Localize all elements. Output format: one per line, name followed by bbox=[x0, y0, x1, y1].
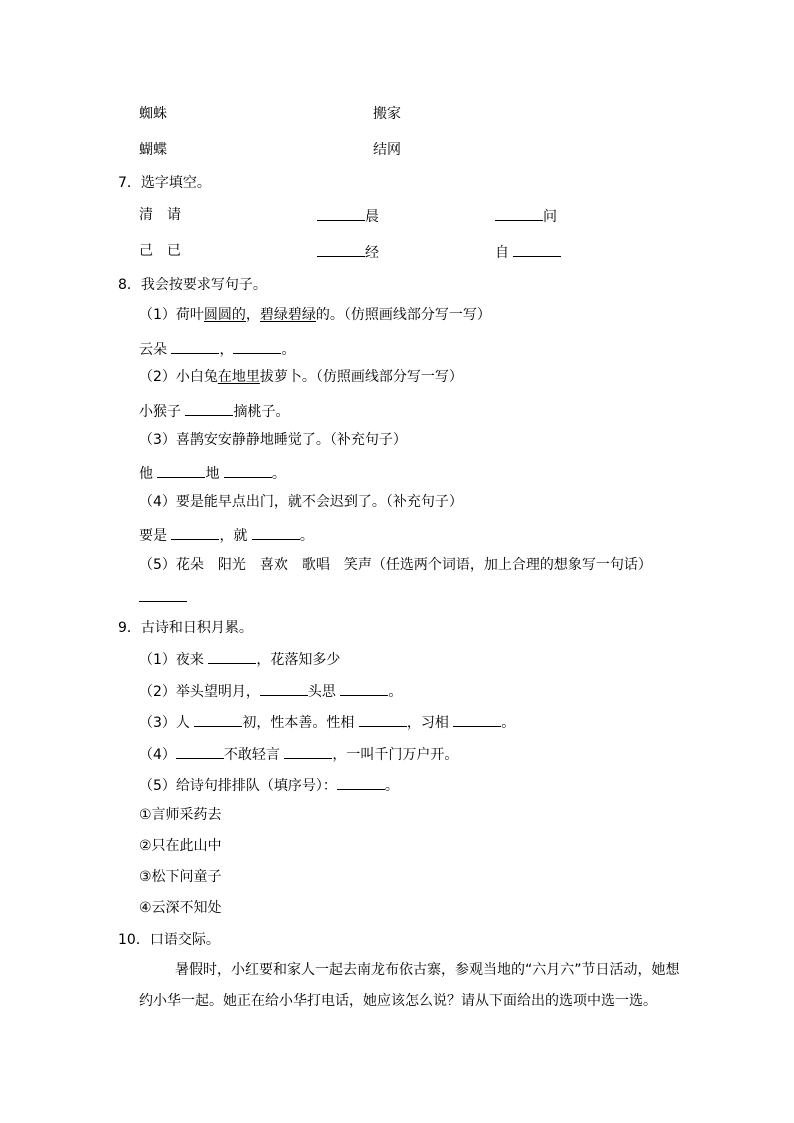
answer-blank[interactable] bbox=[233, 340, 281, 354]
q8-sentence-3: （3）喜鹊安安静静地睡觉了。（补充句子） bbox=[139, 432, 407, 448]
answer-blank[interactable] bbox=[260, 682, 308, 696]
answer-blank[interactable] bbox=[317, 243, 365, 257]
q9-title: 9．古诗和日积月累。 bbox=[118, 620, 253, 636]
q9-poem-1: （1）夜来 ，花落知多少 bbox=[139, 652, 341, 668]
q9-option-2: ②只在此山中 bbox=[139, 838, 222, 854]
q8-answer-5 bbox=[139, 588, 187, 606]
q8-sentence-4: （4）要是能早点出门，就不会迟到了。（补充句子） bbox=[139, 494, 463, 510]
q9-poem-3: （3）人 初，性本善。性相 ，习相 。 bbox=[139, 715, 516, 731]
q8-answer-1: 云朵 ， 。 bbox=[139, 342, 296, 358]
answer-blank[interactable] bbox=[224, 464, 272, 478]
match-left-2: 蝴蝶 bbox=[139, 142, 167, 158]
answer-blank[interactable] bbox=[453, 713, 501, 727]
answer-blank[interactable] bbox=[185, 402, 233, 416]
q8-answer-4: 要是 ，就 。 bbox=[139, 528, 314, 544]
answer-blank[interactable] bbox=[157, 464, 205, 478]
q9-poem-2: （2）举头望明月， 头思 。 bbox=[139, 684, 403, 700]
q9-option-3: ③松下问童子 bbox=[139, 869, 222, 885]
q7-row2-chars: 己 已 bbox=[139, 243, 181, 259]
q9-option-1: ①言师采药去 bbox=[139, 807, 222, 823]
q7-row2-item1: 经 bbox=[317, 243, 379, 261]
answer-blank[interactable] bbox=[208, 650, 256, 664]
match-right-1: 搬家 bbox=[373, 106, 401, 122]
q10-title: 10．口语交际。 bbox=[118, 932, 220, 948]
answer-blank[interactable] bbox=[495, 207, 543, 221]
q9-poem-4: （4） 不敢轻言 ，一叫千门万户开。 bbox=[139, 747, 459, 763]
answer-blank[interactable] bbox=[337, 776, 385, 790]
q8-sentence-5: （5）花朵 阳光 喜欢 歌唱 笑声（任选两个词语，加上合理的想象写一句话） bbox=[139, 557, 652, 573]
answer-blank[interactable] bbox=[171, 526, 219, 540]
q9-option-4: ④云深不知处 bbox=[139, 900, 222, 916]
answer-blank[interactable] bbox=[176, 745, 224, 759]
answer-blank[interactable] bbox=[194, 713, 242, 727]
q8-title: 8．我会按要求写句子。 bbox=[118, 277, 267, 293]
q8-sentence-1: （1）荷叶圆圆的，碧绿碧绿的。（仿照画线部分写一写） bbox=[139, 307, 491, 323]
q7-row1-item1: 晨 bbox=[317, 207, 379, 225]
answer-blank[interactable] bbox=[317, 207, 365, 221]
answer-blank[interactable] bbox=[252, 526, 300, 540]
q7-row1-item2: 问 bbox=[495, 207, 557, 225]
q10-paragraph: 暑假时，小红要和家人一起去南龙布依古寨，参观当地的“六月六”节日活动，她想约小华一起。她正在给小华打电话，她应该怎么说？请从下面给出的选项中选一选。 bbox=[139, 962, 680, 1009]
match-left-1: 蜘蛛 bbox=[139, 106, 167, 122]
q7-title: 7．选字填空。 bbox=[118, 175, 211, 191]
q8-sentence-2: （2）小白兔在地里拔萝卜。（仿照画线部分写一写） bbox=[139, 369, 463, 385]
answer-blank[interactable] bbox=[513, 243, 561, 257]
answer-blank[interactable] bbox=[340, 682, 388, 696]
answer-blank[interactable] bbox=[284, 745, 332, 759]
q8-answer-2: 小猴子 摘桃子。 bbox=[139, 404, 290, 420]
answer-blank[interactable] bbox=[139, 588, 187, 602]
answer-blank[interactable] bbox=[359, 713, 407, 727]
match-right-2: 结网 bbox=[373, 142, 401, 158]
q7-row2-item2: 自 bbox=[495, 243, 561, 261]
q8-answer-3: 他 地 。 bbox=[139, 466, 286, 482]
q7-row1-chars: 清 请 bbox=[139, 207, 181, 223]
answer-blank[interactable] bbox=[171, 340, 219, 354]
q9-poem-5: （5）给诗句排排队（填序号）： 。 bbox=[139, 778, 399, 794]
